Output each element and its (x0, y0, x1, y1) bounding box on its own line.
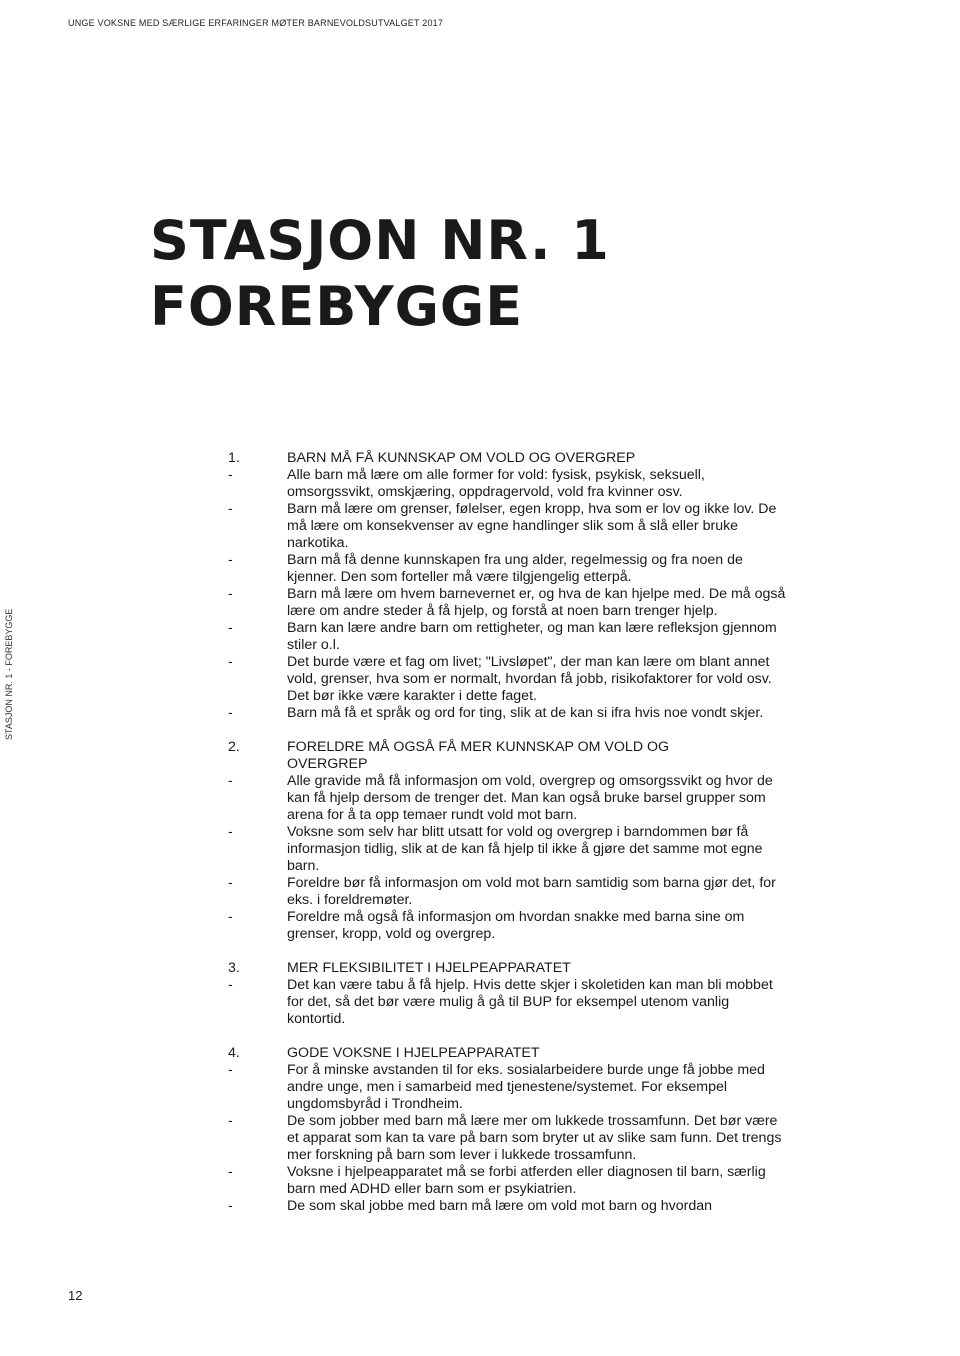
bullet-marker: - (228, 586, 233, 602)
list-item-text: Barn må få et språk og ord for ting, slik at de kan si ifra hvis noe vondt skjer. (287, 705, 764, 721)
side-label: STASJON NR. 1 - FOREBYGGE (4, 608, 14, 740)
list-item (228, 1113, 788, 1164)
section-heading-row (228, 739, 788, 773)
bullet-marker: - (228, 1113, 233, 1129)
list-item (228, 1062, 788, 1113)
list-item-text: For å minske avstanden til for eks. sosialarbeidere burde unge få jobbe med andre unge, men i samarbeid med tjenestene/systemet. For eksempel ungdomsbyråd i Trondheim. (287, 1062, 765, 1112)
list-item-text: Barn må lære om hvem barnevernet er, og hva de kan hjelpe med. De må også lære om andre steder å få hjelp, og forstå at noen barn trenger hjelp. (287, 586, 786, 619)
section-2 (228, 739, 788, 943)
list-item (228, 501, 788, 552)
section-heading-row (228, 960, 788, 977)
list-item (228, 773, 788, 824)
bullet-marker: - (228, 705, 233, 721)
list-item-text: Alle gravide må få informasjon om vold, overgrep og omsorgssvikt og hvor de kan få hjelp dersom de trenger det. Man kan også bruke barsel grupper som arena for å ta opp temaer rundt vold mot barn. (287, 773, 773, 823)
list-item-text: Alle barn må lære om alle former for vold: fysisk, psykisk, seksuell, omsorgssvikt, omskjæring, oppdragervold, vold fra kvinner osv. (287, 467, 705, 500)
section-heading-row (228, 1045, 788, 1062)
list-item-text: De som skal jobbe med barn må lære om vold mot barn og hvordan (287, 1198, 713, 1214)
bullet-marker: - (228, 552, 233, 568)
section-heading: BARN MÅ FÅ KUNNSKAP OM VOLD OG OVERGREP (287, 450, 636, 466)
bullet-marker: - (228, 1198, 233, 1214)
bullet-marker: - (228, 824, 233, 840)
section-heading-row (228, 450, 788, 467)
list-item-text: Foreldre bør få informasjon om vold mot barn samtidig som barna gjør det, for eks. i foreldremøter. (287, 875, 776, 908)
bullet-marker: - (228, 1062, 233, 1078)
list-item (228, 824, 788, 875)
bullet-marker: - (228, 773, 233, 789)
bullet-marker: - (228, 1164, 233, 1180)
bullet-marker: - (228, 977, 233, 993)
list-item (228, 1198, 788, 1215)
list-item (228, 977, 788, 1028)
list-item-text: De som jobber med barn må lære mer om lukkede trossamfunn. Det bør være et apparat som kan ta vare på barn som bryter ut av slike sam funn. Det trengs mer forskning på barn som lever i lukkede trossamfunn. (287, 1113, 782, 1163)
section-number: 3. (228, 960, 240, 976)
list-item (228, 875, 788, 909)
list-item-text: Barn kan lære andre barn om rettigheter, og man kan lære refleksjon gjennom stiler o.l. (287, 620, 777, 653)
section-3 (228, 960, 788, 1028)
bullet-marker: - (228, 620, 233, 636)
bullet-marker: - (228, 875, 233, 891)
page-title (150, 208, 610, 340)
list-item (228, 909, 788, 943)
list-item-text: Det burde være et fag om livet; "Livsløpet", der man kan lære om blant annet vold, grenser, hva som er normalt, hvordan få jobb, risikofaktorer for vold osv. Det bør ikke være karakter i dette faget. (287, 654, 772, 704)
list-item-text: Barn må lære om grenser, følelser, egen kropp, hva som er lov og ikke lov. De må lære om konsekvenser av egne handlinger slik som å slå eller bruke narkotika. (287, 501, 777, 551)
list-item (228, 620, 788, 654)
section-heading: GODE VOKSNE I HJELPEAPPARATET (287, 1045, 540, 1061)
content (228, 450, 788, 1232)
page-number: 12 (68, 1288, 83, 1303)
list-item (228, 552, 788, 586)
title-line-1: STASJON NR. 1 (150, 209, 610, 272)
bullet-marker: - (228, 654, 233, 670)
list-item (228, 705, 788, 722)
section-4 (228, 1045, 788, 1215)
running-head: UNGE VOKSNE MED SÆRLIGE ERFARINGER MØTER BARNEVOLDSUTVALGET 2017 (68, 18, 444, 28)
section-number: 2. (228, 739, 240, 755)
list-item-text: Foreldre må også få informasjon om hvordan snakke med barna sine om grenser, kropp, vold og overgrep. (287, 909, 745, 942)
list-item-text: Det kan være tabu å få hjelp. Hvis dette skjer i skoletiden kan man bli mobbet for det, så det bør være mulig å gå til BUP for eksempel utenom vanlig kontortid. (287, 977, 773, 1027)
bullet-marker: - (228, 909, 233, 925)
list-item-text: Voksne i hjelpeapparatet må se forbi atferden eller diagnosen til barn, særlig barn med ADHD eller barn som er psykiatrien. (287, 1164, 766, 1197)
list-item (228, 467, 788, 501)
list-item-text: Voksne som selv har blitt utsatt for vold og overgrep i barndommen bør få informasjon tidlig, slik at de kan få hjelp til ikke å gjøre det samme mot egne barn. (287, 824, 763, 874)
section-number: 1. (228, 450, 240, 466)
title-line-2: FOREBYGGE (150, 275, 524, 338)
list-item (228, 586, 788, 620)
section-heading: FORELDRE MÅ OGSÅ FÅ MER KUNNSKAP OM VOLD OG OVERGREP (287, 739, 670, 772)
list-item (228, 654, 788, 705)
bullet-marker: - (228, 467, 233, 483)
section-heading: MER FLEKSIBILITET I HJELPEAPPARATET (287, 960, 571, 976)
section-number: 4. (228, 1045, 240, 1061)
list-item (228, 1164, 788, 1198)
section-1 (228, 450, 788, 722)
bullet-marker: - (228, 501, 233, 517)
list-item-text: Barn må få denne kunnskapen fra ung alder, regelmessig og fra noen de kjenner. Den som forteller må være tilgjengelig etterpå. (287, 552, 743, 585)
